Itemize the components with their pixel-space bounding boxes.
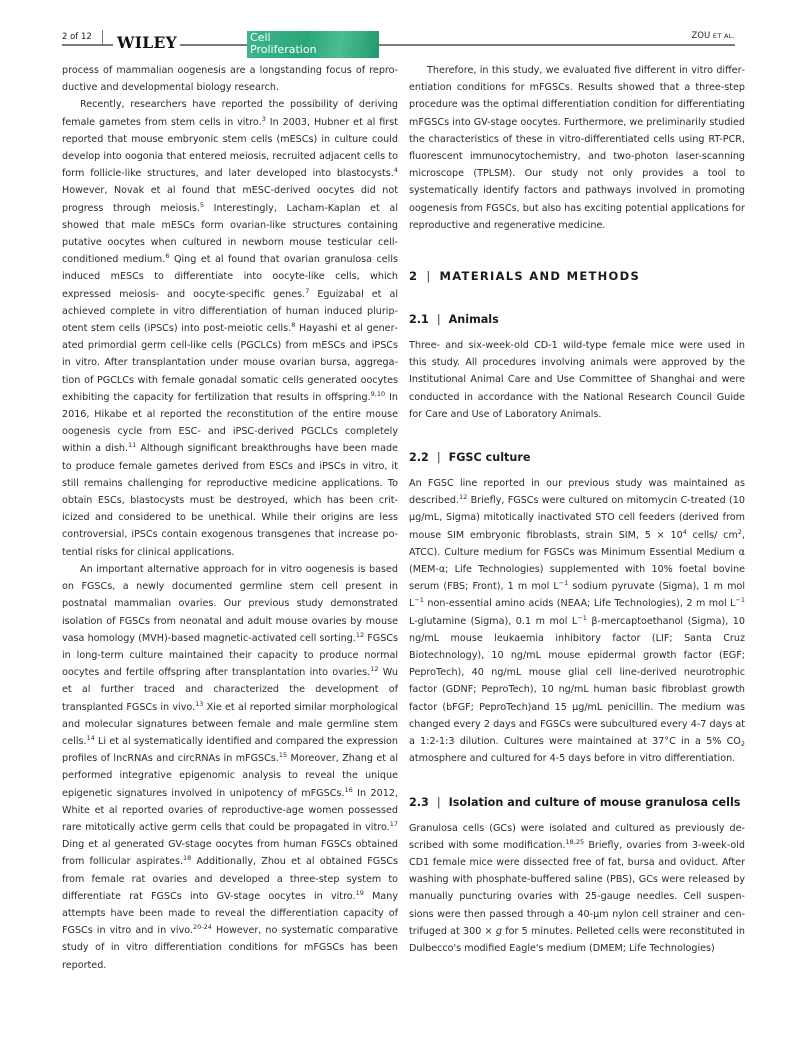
running-head-suffix: ET AL.: [712, 32, 735, 40]
paragraph: An important alternative approach for in vitro oogenesis is based on FGSCs, a newly documented germline stem cell present in postnatal mammalian ovaries. Our previous study demonstrated isolation of FGSCs from neonatal and adult mouse ovaries by mouse vasa homology (MVH)-based magnetic-activated cell sorting.$^{12}$ FGSCs in long-term culture maintained their capacity to produce normal oocytes and fertile offspring after transplantation into ovaries.$^{12}$ Wu et al further traced and characterized the development of transplanted FGSCs in vivo.$^{13}$ Xie et al reported similar morphological and molecular signatures between female and male germline stem cells.$^{14}$ Li et al systematically identified and compared the expression profiles of lncRNAs and circRNAs in mFGSCs.$^{15}$ Moreover, Zhang et al performed integrative epigenomic analysis to reveal the unique epigenetic signatures involved in unipotency of mFGSCs.$^{16}$ In 2012, White et al reported ovaries of reproductive-age women possessed rare mitotically active germ cells that could be propagated in vitro.$^{17}$ Ding et al generated GV-stage oocytes from human FGSCs obtained from follicular aspirates.$^{18}$ Additionally, Zhou et al obtained FGSCs from female rat ovaries and developed a three-step system to differentiate rat FGSCs into GV-stage oocytes in vitro.$^{19}$ Many attempts have been made to reveal the differentiation capacity of FGSCs in vitro and in vivo.$^{20-24}$ However, no systematic comparative study of in vitro differentiation conditions for mFGSCs has been reported.: [62, 563, 399, 971]
citation: 13: [195, 699, 204, 708]
paragraph: Three- and six-week-old CD-1 wild-type female mice were used in this study. All procedures involving animals were approved by the Institutional Animal Care and Use Committee of Shanghai and were conducted in accordance with the National Research Council Guide for Care and Use of Laboratory Animals.: [409, 340, 745, 420]
page-header: [62, 30, 735, 58]
paragraph: Recently, researchers have reported the possibility of deriving female gametes from stem cells in vitro.$^3$ In 2003, Hubner et al first reported that mouse embryonic stem cells (mESCs) in culture could develop into oogonia that entered meiosis, recruited adjacent cells to form follicle-like structures, and later developed into blastocysts.$^4$ However, Novak et al found that mESC-derived oocytes did not progress through meiosis.$^5$ Interestingly, Lacham-Kaplan et al showed that male mESCs form ovarian-like structures containing putative oocytes when cultured in newborn mouse testicular cell-conditioned medium.$^6$ Qing et al found that ovarian granulosa cells induced mESCs to differentiate into oocyte-like cells, which expressed meiosis- and oocyte-specific genes.$^7$ Eguizabal et al achieved complete in vitro differentiation of human induced pluripotent stem cells (iPSCs) into post-meiotic cells.$^8$ Hayashi et al generated primordial germ cell-like cells (PGCLCs) from mESCs and iPSCs in vitro. After transplantation under mouse ovarian bursa, aggregation of PGCLCs with female gonadal somatic cells generated oocytes exhibiting the capacity for fertilization that results in offspring.$^{9,10}$ In 2016, Hikabe et al reported the reconstitution of the entire mouse oogenesis cycle from ESC- and iPSC-derived PGCLCs completely within a dish.$^{11}$ Although significant breakthroughs have been made to produce female gametes derived from ESCs and iPSCs in vitro, it still remains challenging for reproductive medicine applications. To obtain ESCs, blastocysts must be destroyed, which has been criticized and considered to be unethical. While their origins are less controversial, iPSCs contain exogenous transgenes that increase potential risks for clinical applications.: [62, 99, 398, 558]
section-heading: 2 | MATERIALS AND METHODS: [409, 269, 641, 284]
publisher-logo: WILEY: [113, 33, 180, 53]
journal-name-line2: Proliferation: [250, 42, 317, 56]
citation: 12: [355, 630, 365, 639]
citation: 8: [291, 321, 296, 330]
paragraph: Therefore, in this study, we evaluated five different in vitro differentiation conditions for mFGSCs. Results showed that a three-step procedure was the optimal differentiation condition for differentiating mFGSCs into GV-stage oocytes. Furthermore, we preliminarily studied the characteristics of these in vitro-differentiated cells using RT-PCR, fluorescent immunocytochemistry, and two-photon laser-scanning microscope (TPLSM). Our study not only provides a tool to systematically identify factors and pathways involved in promoting oogenesis from FGSCs, but also has exciting potential applications for reproductive and regenerative medicine.: [409, 65, 745, 231]
running-head: [691, 31, 735, 41]
citation: 19: [355, 888, 364, 897]
left-column: [62, 62, 398, 974]
citation: 6: [165, 252, 170, 261]
header-divider: [102, 30, 103, 45]
journal-name-line1: Cell: [250, 31, 271, 44]
paragraph: Granulosa cells (GCs) were isolated and cultured as previously described with some modification.$^{18,25}$ Briefly, ovaries from 3-week-old CD1 female mice were dissected free of fat, bursa and oviduct. After washing with phosphate-buffered saline (PBS), GCs were released by manually puncturing ovaries with 25-gauge needles. Cell suspensions were then passed through a 40-μm nylon cell strainer and centrifuged at 300 × g for 5 minutes. Pelleted cells were reconstituted in Dulbecco's modified Eagle's medium (DMEM; Life Technologies): [409, 822, 745, 954]
citation: 11: [128, 441, 137, 450]
citation: 15: [278, 751, 288, 760]
paragraph: An FGSC line reported in our previous study was maintained as described.$^{12}$ Briefly, FGSCs were cultured on mitomycin C-treated (10 μg/mL, Sigma) mitotically inactivated STO cell feeders (derived from mouse SIM embryonic fibroblasts, strain SIM, $5 \times 10^4$ cells/ $cm^2$, ATCC). Culture medium for FGSCs was Minimum Essential Medium α (MEM-α; Life Technologies) supplemented with 10% foetal bovine serum (FBS; Front), 1 m mol $L^{-1}$ sodium pyruvate (Sigma), 1 m mol $L^{-1}$ non-essential amino acids (NEAA; Life Technologies), 2 m mol $L^{-1}$ L-glutamine (Sigma), 0.1 m mol $L^{-1}$ β-mercaptoethanol (Sigma), 10 ng/mL mouse leukaemia inhibitory factor (LIF; Santa Cruz Biotechnology), 10 ng/mL mouse epidermal growth factor (EGF; PeproTech), 40 ng/mL mouse glial cell line-derived neurotrophic factor (GDNF; PeproTech), 10 ng/mL human basic fibroblast growth factor (bFGF; PeproTech)and 15 μg/mL penicillin. The medium was changed every 2 days and FGSCs were subcultured every 4-7 days at a 1:2-1:3 dilution. Cultures were maintained at 37°C in a 5% $CO_2$ atmosphere and cultured for 4-5 days before in vitro differentiation.: [409, 478, 746, 765]
citation: 12: [370, 665, 379, 674]
right-column: [409, 62, 745, 957]
subsection-heading: 2.1 | Animals: [409, 313, 499, 327]
citation: 14: [86, 733, 95, 742]
citation: 4: [393, 166, 398, 175]
running-head-author: ZOU: [691, 31, 711, 41]
journal-logo: [247, 31, 379, 58]
citation: 18: [183, 854, 192, 863]
paragraph: process of mammalian oogenesis are a longstanding focus of reproductive and developmental biology research.: [62, 65, 398, 94]
citation: 16: [344, 785, 353, 794]
citation: 18,25: [565, 837, 585, 846]
citation: 17: [389, 819, 398, 828]
subsection-heading: 2.2 | FGSC culture: [409, 451, 531, 465]
subsection-heading: 2.3 | Isolation and culture of mouse granulosa cells: [409, 795, 741, 809]
citation: 12: [459, 493, 468, 502]
page-number: 2 of 12: [62, 32, 95, 42]
citation: 9,10: [370, 389, 386, 398]
citation: 20-24: [193, 923, 212, 932]
citation: 3: [261, 114, 266, 123]
citation: 5: [199, 200, 205, 209]
citation: 7: [305, 286, 310, 295]
